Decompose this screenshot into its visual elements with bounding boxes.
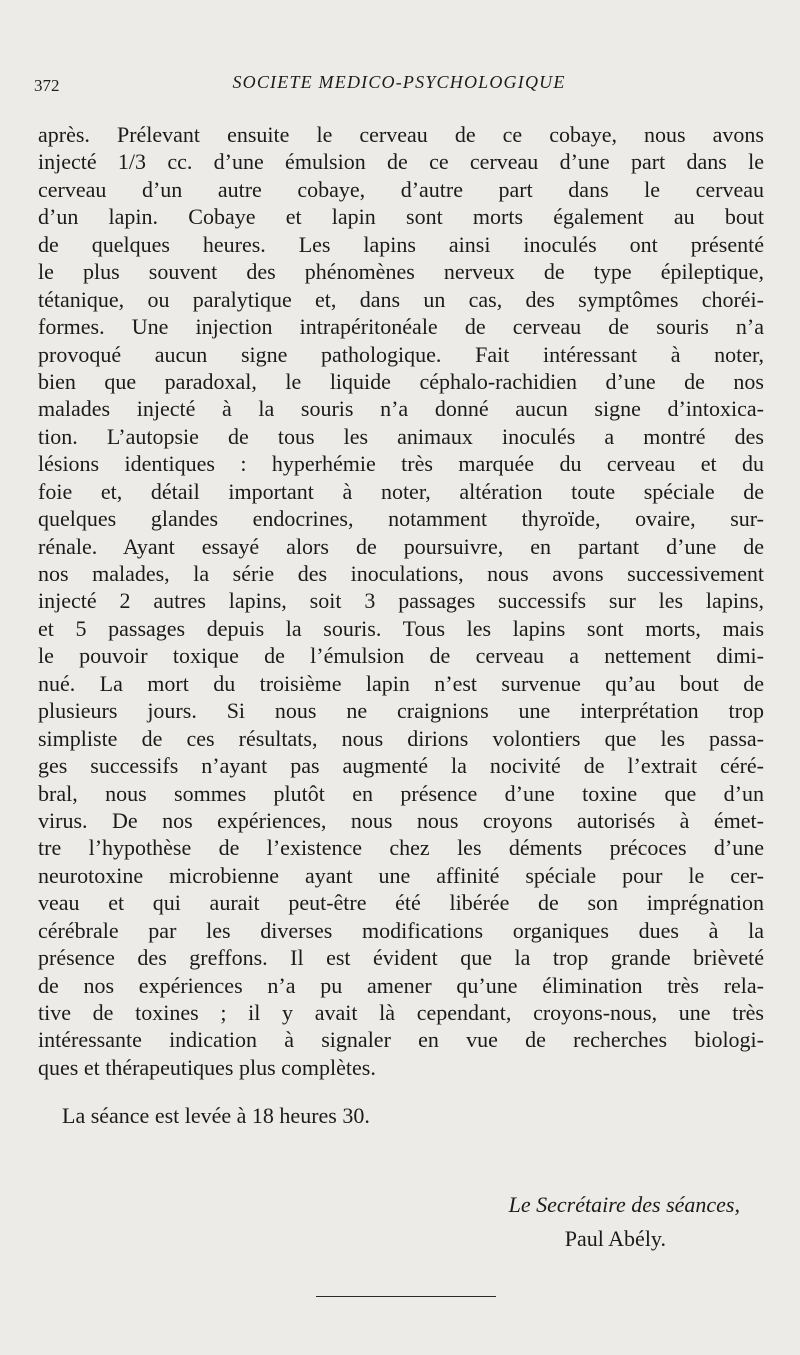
text-line: veau et qui aurait peut-être été libérée de son imprégnation	[38, 890, 764, 916]
text-line: et 5 passages depuis la souris. Tous les lapins sont morts, mais	[38, 615, 764, 641]
text-line: présence des greffons. Il est évident que la trop grande brièveté	[38, 945, 764, 971]
running-title: SOCIETE MEDICO-PSYCHOLOGIQUE	[232, 72, 566, 92]
text-line: neurotoxine microbienne ayant une affinité spéciale pour le cer-	[38, 862, 764, 888]
text-line: virus. De nos expériences, nous nous croyons autorisés à émet-	[38, 807, 764, 833]
end-rule	[316, 1296, 496, 1297]
body-paragraph	[38, 121, 764, 1081]
text-line: injecté 1/3 cc. d’une émulsion de ce cerveau d’une part dans le	[38, 149, 764, 175]
text-line: bral, nous sommes plutôt en présence d’une toxine que d’un	[38, 780, 764, 806]
text-line: bien que paradoxal, le liquide céphalo-rachidien d’une de nos	[38, 368, 764, 394]
text-line: tion. L’autopsie de tous les animaux inoculés a montré des	[38, 423, 764, 449]
page-number: 372	[34, 76, 60, 95]
signature-name: Paul Abély.	[564, 1226, 666, 1251]
text-line: de nos expériences n’a pu amener qu’une élimination très rela-	[38, 972, 764, 998]
text-line: formes. Une injection intrapéritonéale de cerveau de souris n’a	[38, 314, 764, 340]
page-header	[34, 72, 764, 102]
closing-statement: La séance est levée à 18 heures 30.	[62, 1103, 370, 1128]
text-line: injecté 2 autres lapins, soit 3 passages successifs sur les lapins,	[38, 588, 764, 614]
text-line: après. Prélevant ensuite le cerveau de ce cobaye, nous avons	[38, 122, 764, 147]
text-line: de quelques heures. Les lapins ainsi inoculés ont présenté	[38, 231, 764, 257]
text-line: ges successifs n’ayant pas augmenté la nocivité de l’extrait céré-	[38, 753, 764, 779]
text-line: le plus souvent des phénomènes nerveux de type épileptique,	[38, 259, 764, 285]
text-line: ques et thérapeutiques plus complètes.	[38, 1054, 376, 1080]
text-line: provoqué aucun signe pathologique. Fait intéressant à noter,	[38, 341, 764, 367]
text-line: nos malades, la série des inoculations, nous avons successivement	[38, 561, 764, 586]
text-line: d’un lapin. Cobaye et lapin sont morts également au bout	[38, 204, 764, 230]
text-line: le pouvoir toxique de l’émulsion de cerveau a nettement dimi-	[38, 643, 764, 669]
text-line: nué. La mort du troisième lapin n’est survenue qu’au bout de	[38, 670, 764, 696]
text-line: tive de toxines ; il y avait là cependant, croyons-nous, une très	[38, 1000, 764, 1025]
text-line: intéressante indication à signaler en vue de recherches biologi-	[38, 1027, 764, 1053]
text-line: simpliste de ces résultats, nous dirions volontiers que les passa-	[38, 725, 764, 751]
text-line: foie et, détail important à noter, altération toute spéciale de	[38, 478, 764, 504]
text-line: tétanique, ou paralytique et, dans un cas, des symptômes choréi-	[38, 286, 764, 312]
text-line: cérébrale par les diverses modifications organiques dues à la	[38, 917, 764, 943]
text-line: cerveau d’un autre cobaye, d’autre part dans le cerveau	[38, 176, 764, 202]
text-line: plusieurs jours. Si nous ne craignions une interprétation trop	[38, 698, 764, 724]
text-line: tre l’hypothèse de l’existence chez les déments précoces d’une	[38, 835, 764, 861]
text-line: quelques glandes endocrines, notamment thyroïde, ovaire, sur-	[38, 506, 764, 532]
text-line: lésions identiques : hyperhémie très marquée du cerveau et du	[38, 451, 764, 477]
text-line: rénale. Ayant essayé alors de poursuivre, en partant d’une de	[38, 533, 764, 559]
signature-role: Le Secrétaire des séances,	[508, 1192, 740, 1217]
text-line: malades injecté à la souris n’a donné aucun signe d’intoxica-	[38, 396, 764, 422]
